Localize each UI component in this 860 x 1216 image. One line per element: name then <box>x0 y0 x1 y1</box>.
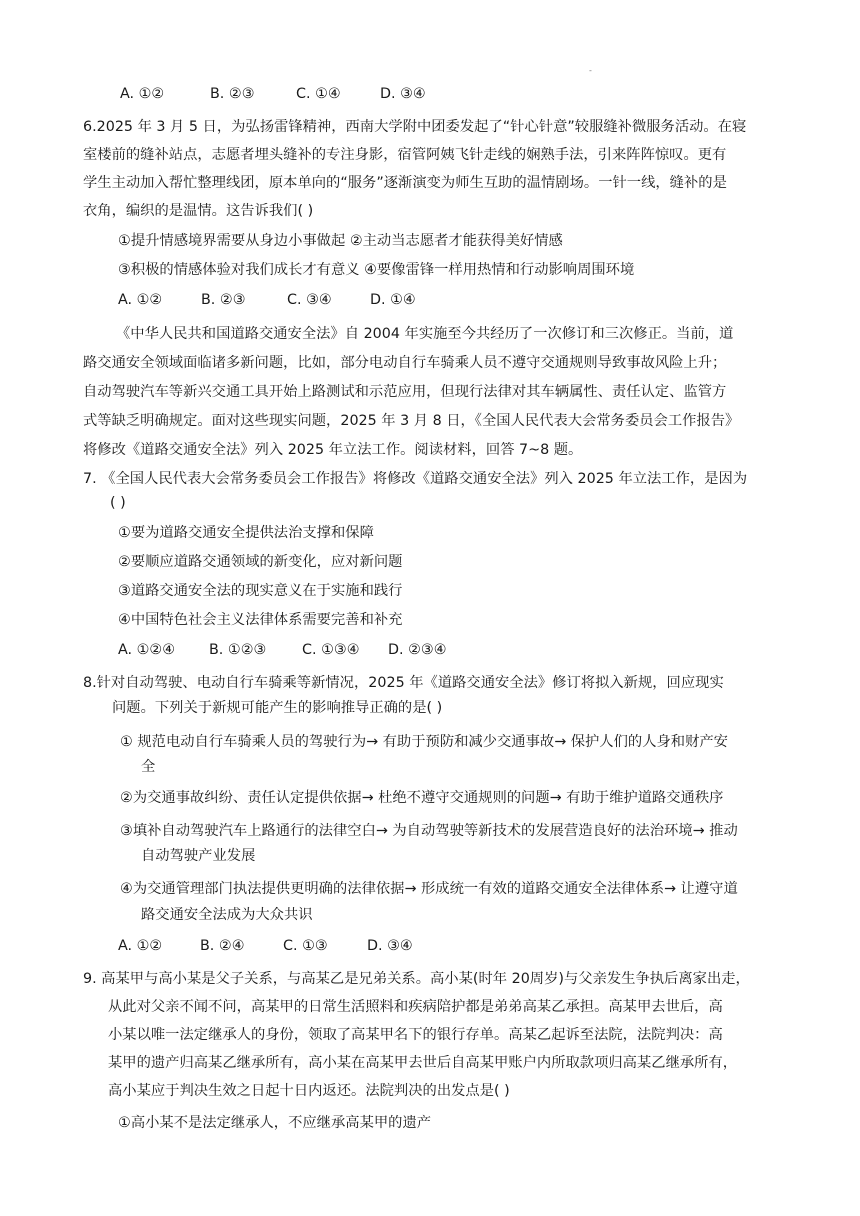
q6-options <box>118 289 416 311</box>
q8-stem-line: 8.针对自动驾驶、电动自行车骑乘等新情况，2025 年《道路交通安全法》修订将拟入新规，回应现实 <box>83 675 724 691</box>
q8-statement: 路交通安全法成为大众共识 <box>141 907 313 923</box>
option-a: A. ①②④ <box>118 642 176 658</box>
q7-statement: ③道路交通安全法的现实意义在于实施和践行 <box>118 583 403 599</box>
q7-options <box>118 639 447 661</box>
option-a: A. ①② <box>120 86 165 102</box>
q7-statement: ④中国特色社会主义法律体系需要完善和补充 <box>118 612 403 628</box>
q8-statement: ① 规范电动自行车骑乘人员的驾驶行为→ 有助于预防和减少交通事故→ 保护人们的人身和财产安 <box>120 734 728 750</box>
q7-statement: ①要为道路交通安全提供法治支撑和保障 <box>118 525 374 541</box>
q9-stem-line: 某甲的遗产归高某乙继承所有，高小某在高某甲去世后自高某甲账户内所取款项归高某乙继承所有， <box>108 1055 738 1071</box>
page-marker: - <box>589 66 592 75</box>
q9-stem-line: 高小某应于判决生效之日起十日内返还。法院判决的出发点是( ) <box>108 1083 510 1099</box>
option-b: B. ②③ <box>201 292 246 308</box>
q8-statement: ④为交通管理部门执法提供更明确的法律依据→ 形成统一有效的道路交通安全法律体系→ 让遵守道 <box>120 881 738 897</box>
q8-statement: ②为交通事故纠纷、责任认定提供依据→ 杜绝不遵守交通规则的问题→ 有助于维护道路交通秩序 <box>120 790 724 806</box>
option-c: C. ①③ <box>283 938 328 954</box>
option-c: C. ①③④ <box>302 642 360 658</box>
q6-stem-line: 学生主动加入帮忙整理线团，原本单向的“服务”逐渐演变为师生互助的温情剧场。一针一线，缝补的是 <box>83 175 727 191</box>
material-line: 路交通安全领域面临诸多新问题，比如，部分电动自行车骑乘人员不遵守交通规则导致事故风险上升； <box>83 355 727 371</box>
q8-options <box>118 935 413 957</box>
option-a: A. ①② <box>118 292 163 308</box>
q9-stem-line: 从此对父亲不闻不问，高某甲的日常生活照料和疾病陪护都是弟弟高某乙承担。高某甲去世后，高 <box>108 999 723 1015</box>
q7-stem-line: 7. 《全国人民代表大会常务委员会工作报告》将修改《道路交通安全法》列入 2025 年立法工作，是因为 <box>83 471 748 487</box>
option-b: B. ①②③ <box>209 642 267 658</box>
option-c: C. ③④ <box>287 292 332 308</box>
q9-statement: ①高小某不是法定继承人，不应继承高某甲的遗产 <box>118 1115 432 1131</box>
option-c: C. ①④ <box>296 86 341 102</box>
q9-stem-line: 小某以唯一法定继承人的身份，领取了高某甲名下的银行存单。高某乙起诉至法院，法院判决：高 <box>108 1027 723 1043</box>
q8-statement: 自动驾驶产业发展 <box>141 848 256 864</box>
material-line: 自动驾驶汽车等新兴交通工具开始上路测试和示范应用，但现行法律对其车辆属性、责任认定、监管方 <box>83 384 727 400</box>
q6-statement: ①提升情感境界需要从身边小事做起 ②主动当志愿者才能获得美好情感 <box>118 233 563 249</box>
q7-stem-line: ( ) <box>110 495 126 511</box>
option-d: D. ③④ <box>367 938 413 954</box>
q7-statement: ②要顺应道路交通领域的新变化，应对新问题 <box>118 554 403 570</box>
option-d: D. ③④ <box>380 86 426 102</box>
q6-stem-line: 衣角，编织的是温情。这告诉我们( ) <box>83 203 314 219</box>
option-d: D. ②③④ <box>388 642 447 658</box>
material-line: 《中华人民共和国道路交通安全法》自 2004 年实施至今共经历了一次修订和三次修正。当前，道 <box>116 326 734 342</box>
material-line: 式等缺乏明确规定。面对这些现实问题，2025 年 3 月 8 日，《全国人民代表大会常务委员会工作报告》 <box>83 413 740 429</box>
q8-stem-line: 问题。下列关于新规可能产生的影响推导正确的是( ) <box>112 700 443 716</box>
option-b: B. ②④ <box>200 938 245 954</box>
q6-statement: ③积极的情感体验对我们成长才有意义 ④要像雷锋一样用热情和行动影响周围环境 <box>118 262 635 278</box>
q8-statement: 全 <box>141 759 156 775</box>
option-b: B. ②③ <box>210 86 255 102</box>
q8-statement: ③填补自动驾驶汽车上路通行的法律空白→ 为自动驾驶等新技术的发展营造良好的法治环境→ 推动 <box>120 823 738 839</box>
material-line: 将修改《道路交通安全法》列入 2025 年立法工作。阅读材料，回答 7~8 题。 <box>83 442 583 458</box>
q6-stem-line: 6.2025 年 3 月 5 日，为弘扬雷锋精神，西南大学附中团委发起了“针心针意”较服缝补微服务活动。在寝 <box>83 119 747 135</box>
option-d: D. ①④ <box>370 292 416 308</box>
q9-stem-line: 9. 高某甲与高小某是父子关系，与高某乙是兄弟关系。高小某(时年 20周岁)与父亲发生争执后离家出走， <box>83 971 750 987</box>
q5-options <box>120 83 426 105</box>
option-a: A. ①② <box>118 938 163 954</box>
q6-stem-line: 室楼前的缝补站点，志愿者埋头缝补的专注身影，宿管阿姨飞针走线的娴熟手法，引来阵阵惊叹。更有 <box>83 147 727 163</box>
